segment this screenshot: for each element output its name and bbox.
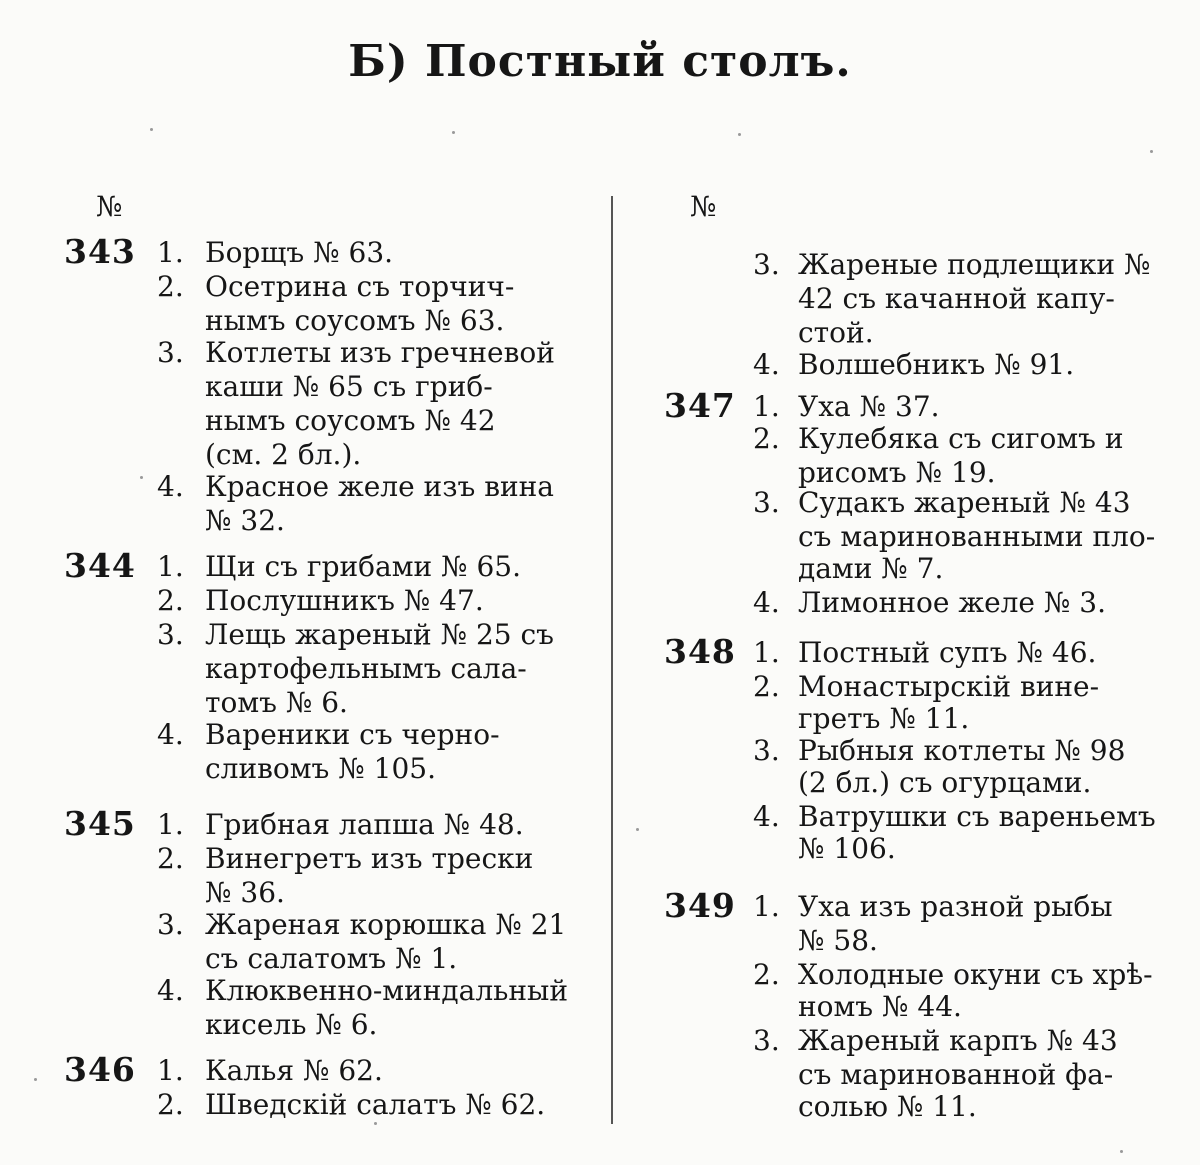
- dish-line: Винегретъ изъ трески: [205, 842, 534, 875]
- dish-line: Жареная корюшка № 21: [205, 908, 567, 941]
- item-index: 1.: [157, 550, 184, 583]
- item-index: 4.: [753, 800, 780, 833]
- dish-line: Кулебяка съ сигомъ и: [798, 422, 1124, 455]
- menu-number: 347: [664, 386, 736, 425]
- dish-line: Холодные окуни съ хрѣ-: [798, 958, 1153, 991]
- scan-speck: [374, 1122, 377, 1125]
- scan-speck: [636, 828, 639, 831]
- dish-line: съ маринованными пло-: [798, 520, 1156, 553]
- item-index: 3.: [157, 908, 184, 941]
- dish-line: съ салатомъ № 1.: [205, 942, 458, 975]
- item-index: 2.: [157, 1088, 184, 1121]
- item-index: 4.: [753, 348, 780, 381]
- dish-line: (2 бл.) съ огурцами.: [798, 766, 1092, 799]
- menu-number: 348: [664, 632, 736, 671]
- left-column: [0, 0, 568, 1165]
- menu-number: 346: [64, 1050, 136, 1089]
- item-index: 4.: [157, 974, 184, 1007]
- menu-number: 343: [64, 232, 136, 271]
- dish-line: Послушникъ № 47.: [205, 584, 484, 617]
- dish-line: Лимонное желе № 3.: [798, 586, 1107, 619]
- right-column: [640, 0, 1200, 1165]
- dish-line: Щи съ грибами № 65.: [205, 550, 521, 583]
- dish-line: № 32.: [205, 504, 285, 537]
- item-index: 3.: [157, 618, 184, 651]
- dish-line: томъ № 6.: [205, 686, 348, 719]
- item-index: 4.: [157, 718, 184, 751]
- dish-line: Рыбныя котлеты № 98: [798, 734, 1126, 767]
- dish-line: номъ № 44.: [798, 990, 962, 1023]
- scan-speck: [34, 1078, 37, 1081]
- dish-line: (см. 2 бл.).: [205, 438, 362, 471]
- dish-line: Уха № 37.: [798, 390, 940, 423]
- dish-line: Борщъ № 63.: [205, 236, 394, 269]
- dish-line: Котлеты изъ гречневой: [205, 336, 555, 369]
- item-index: 3.: [753, 1024, 780, 1057]
- item-index: 3.: [753, 248, 780, 281]
- item-index: 2.: [753, 422, 780, 455]
- dish-line: гретъ № 11.: [798, 702, 970, 735]
- dish-line: Жареные подлещики №: [798, 248, 1151, 281]
- menu-number: 345: [64, 804, 136, 843]
- dish-line: стой.: [798, 316, 874, 349]
- item-index: 1.: [157, 236, 184, 269]
- dish-line: Грибная лапша № 48.: [205, 808, 524, 841]
- scan-speck: [1120, 1150, 1123, 1153]
- dish-line: солью № 11.: [798, 1090, 977, 1123]
- dish-line: Монастырскій вине-: [798, 670, 1100, 703]
- dish-line: Калья № 62.: [205, 1054, 383, 1087]
- item-index: 4.: [157, 470, 184, 503]
- dish-line: 42 съ качанной капу-: [798, 282, 1115, 315]
- item-index: 2.: [753, 670, 780, 703]
- dish-line: Осетрина съ торчич-: [205, 270, 515, 303]
- dish-line: нымъ соусомъ № 42: [205, 404, 496, 437]
- menu-number: 344: [64, 546, 136, 585]
- column-divider: [611, 196, 613, 1124]
- dish-line: рисомъ № 19.: [798, 456, 996, 489]
- item-index: 3.: [753, 734, 780, 767]
- item-index: 2.: [157, 270, 184, 303]
- number-column-header: №: [690, 190, 717, 223]
- item-index: 2.: [753, 958, 780, 991]
- dish-line: Вареники съ черно-: [205, 718, 500, 751]
- scan-speck: [738, 133, 741, 136]
- dish-line: Ватрушки съ вареньемъ: [798, 800, 1156, 833]
- scan-speck: [150, 128, 153, 131]
- item-index: 3.: [753, 486, 780, 519]
- dish-line: Шведскій салатъ № 62.: [205, 1088, 546, 1121]
- item-index: 4.: [753, 586, 780, 619]
- dish-line: съ маринованной фа-: [798, 1058, 1114, 1091]
- dish-line: картофельнымъ сала-: [205, 652, 527, 685]
- dish-line: сливомъ № 105.: [205, 752, 436, 785]
- dish-line: Клюквенно-миндальный: [205, 974, 568, 1007]
- dish-line: Волшебникъ № 91.: [798, 348, 1075, 381]
- menu-number: 349: [664, 886, 736, 925]
- item-index: 2.: [157, 842, 184, 875]
- item-index: 1.: [157, 808, 184, 841]
- dish-line: нымъ соусомъ № 63.: [205, 304, 505, 337]
- scan-speck: [1150, 150, 1153, 153]
- dish-line: Красное желе изъ вина: [205, 470, 554, 503]
- item-index: 1.: [753, 890, 780, 923]
- item-index: 1.: [157, 1054, 184, 1087]
- item-index: 2.: [157, 584, 184, 617]
- dish-line: № 58.: [798, 924, 878, 957]
- dish-line: дами № 7.: [798, 552, 944, 585]
- item-index: 1.: [753, 390, 780, 423]
- dish-line: Судакъ жареный № 43: [798, 486, 1131, 519]
- scan-speck: [140, 476, 143, 479]
- dish-line: № 106.: [798, 832, 896, 865]
- dish-line: Лещь жареный № 25 съ: [205, 618, 554, 651]
- dish-line: Уха изъ разной рыбы: [798, 890, 1113, 923]
- number-column-header: №: [96, 190, 123, 223]
- dish-line: № 36.: [205, 876, 285, 909]
- dish-line: кисель № 6.: [205, 1008, 378, 1041]
- dish-line: Постный супъ № 46.: [798, 636, 1097, 669]
- section-title: Б) Постный столъ.: [348, 36, 852, 87]
- item-index: 1.: [753, 636, 780, 669]
- item-index: 3.: [157, 336, 184, 369]
- dish-line: Жареный карпъ № 43: [798, 1024, 1118, 1057]
- dish-line: каши № 65 съ гриб-: [205, 370, 493, 403]
- scan-speck: [452, 131, 455, 134]
